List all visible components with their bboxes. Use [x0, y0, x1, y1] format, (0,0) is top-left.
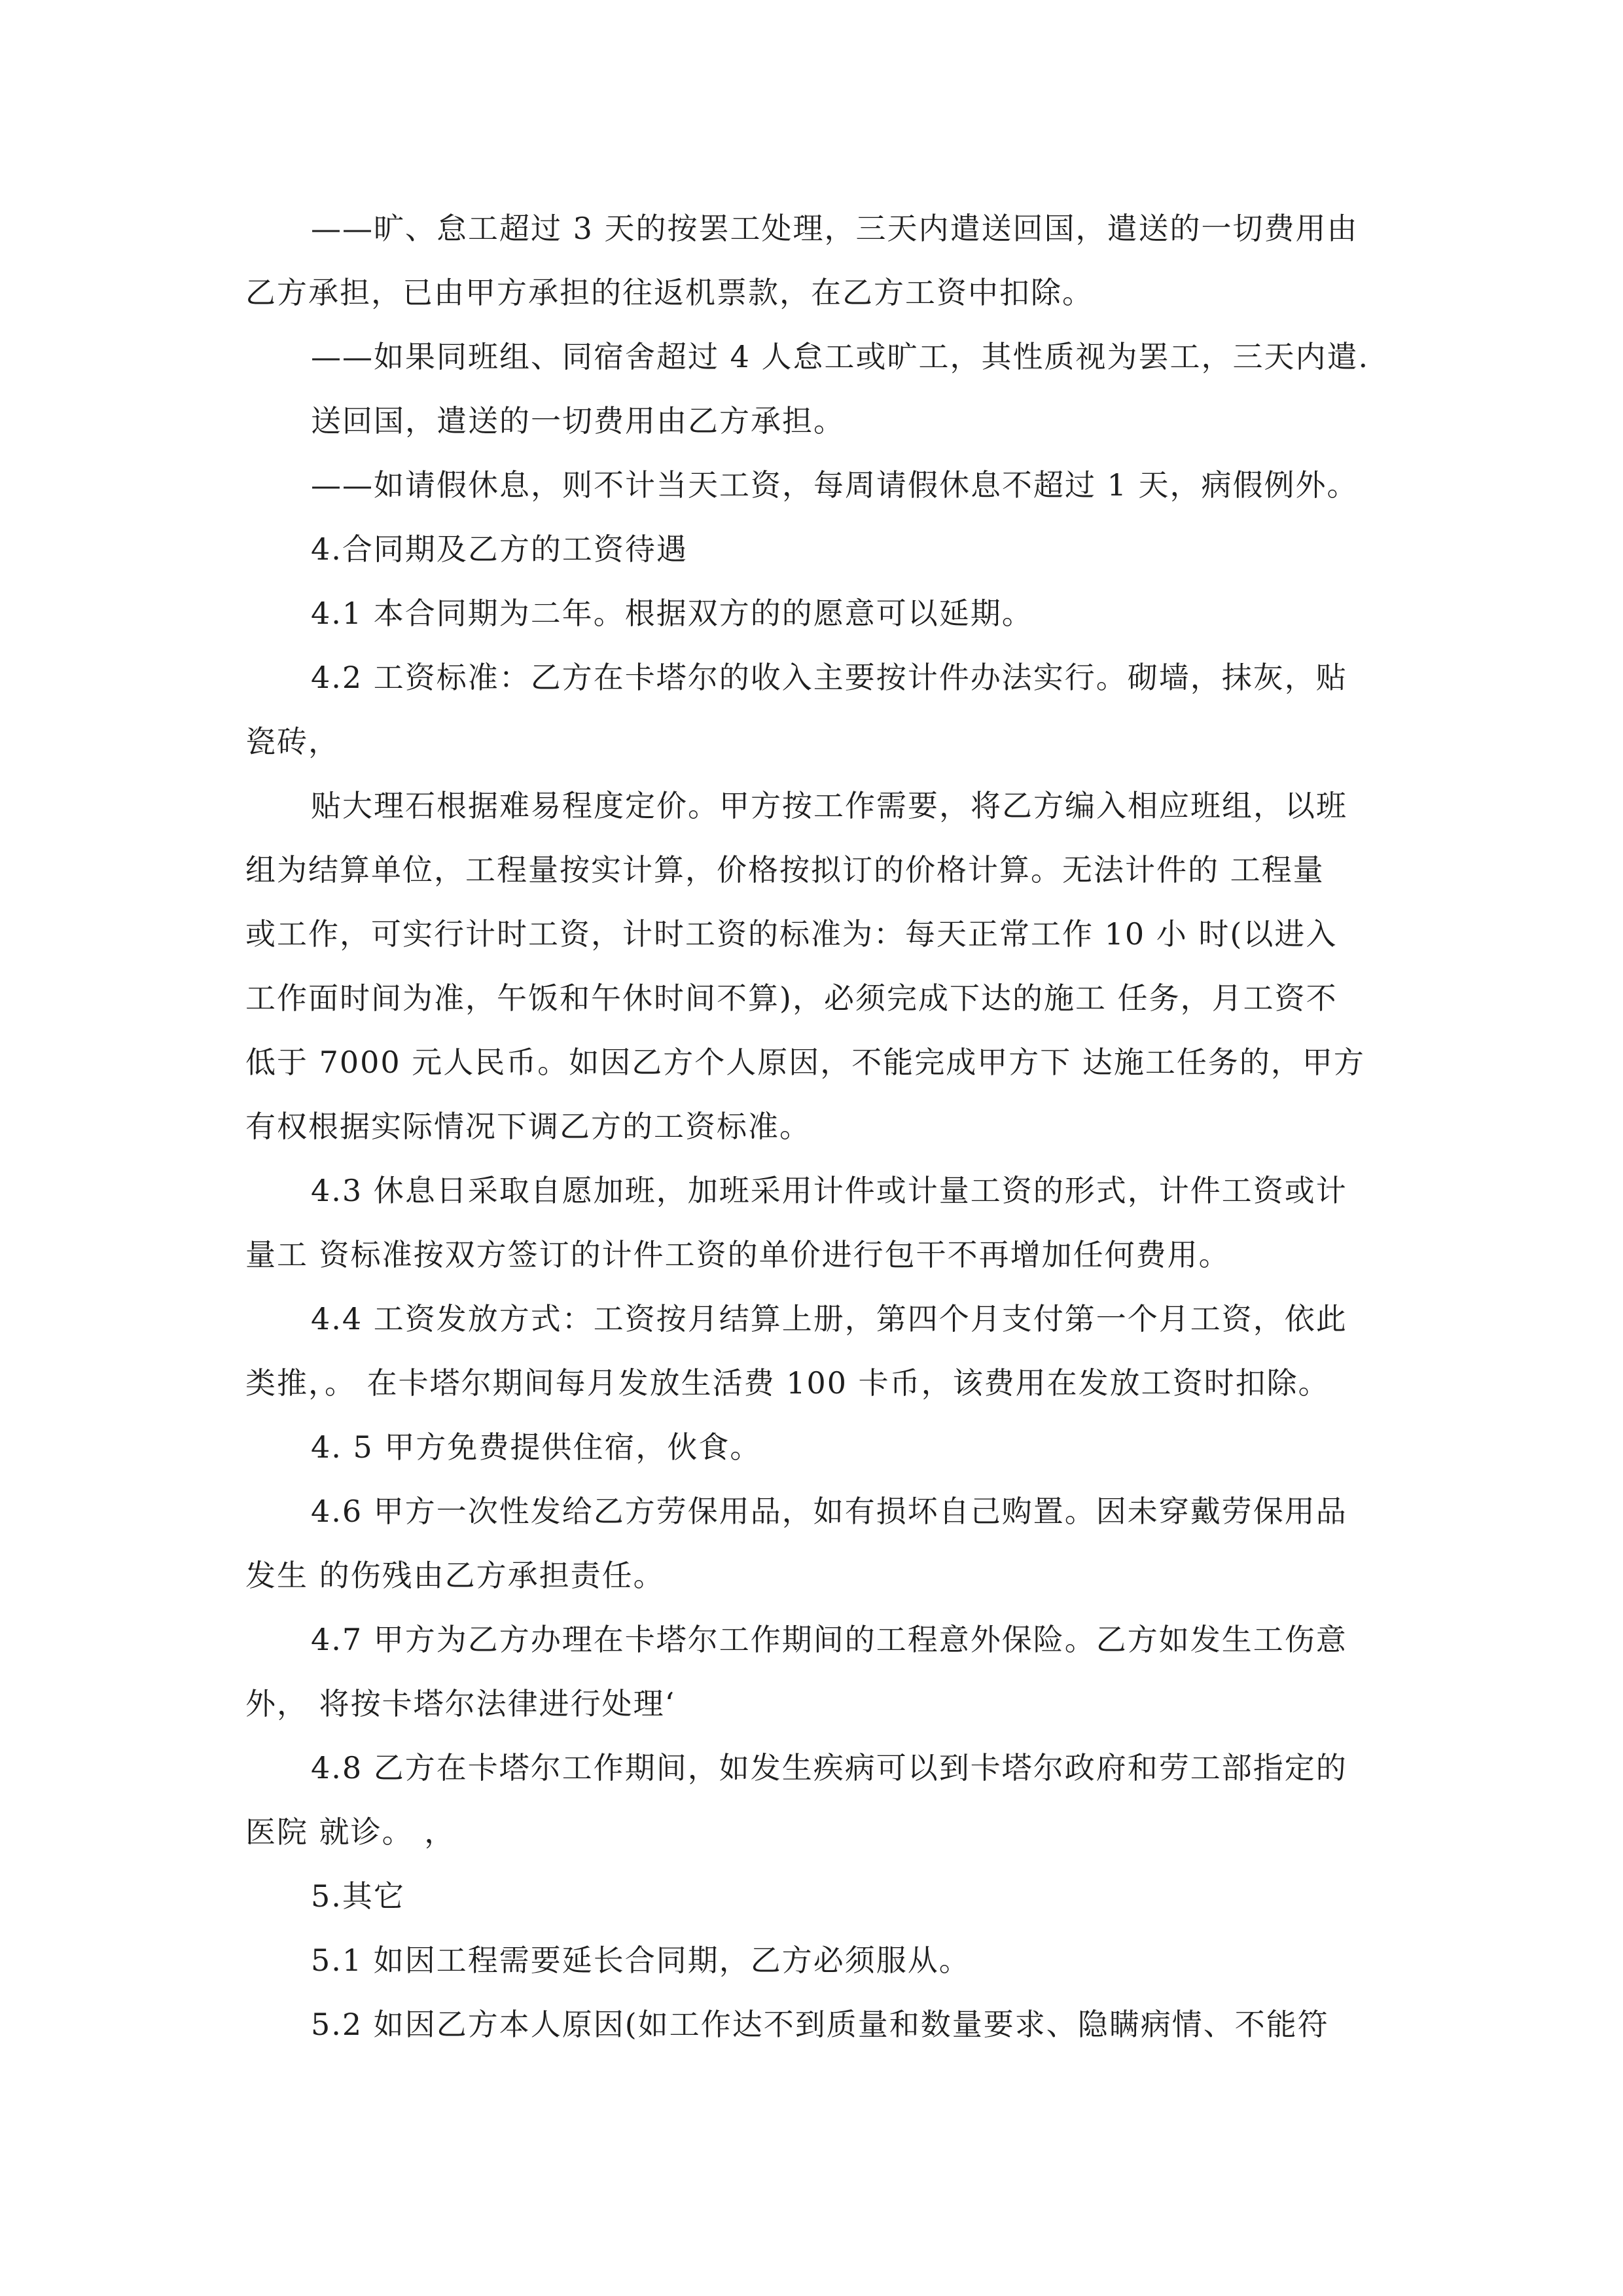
section-heading: 4.合同期及乙方的工资待遇 — [311, 531, 688, 567]
text-line: 4.3 休息日采取自愿加班，加班采用计件或计量工资的形式，计件工资或计 — [311, 1173, 1347, 1208]
text-line: 工作面时间为准，午饭和午休时间不算)，必须完成下达的施工 任务，月工资不 — [245, 980, 1338, 1016]
text-line: 类推，。 在卡塔尔期间每月发放生活费 100 卡币，该费用在发放工资时扣除。 — [245, 1365, 1330, 1401]
text-line: 4. 5 甲方免费提供住宿，伙食。 — [311, 1429, 762, 1465]
text-line: ——如请假休息，则不计当天工资，每周请假休息不超过 1 天，病假例外。 — [311, 467, 1359, 503]
text-line: ——旷、怠工超过 3 天的按罢工处理，三天内遣送回国，遣送的一切费用由 — [311, 211, 1359, 246]
contract-text — [245, 196, 1381, 2056]
text-line: 4.2 工资标准：乙方在卡塔尔的收入主要按计件办法实行。砌墙，抹灰，贴 — [311, 660, 1347, 695]
text-line: 4.1 本合同期为二年。根据双方的的愿意可以延期。 — [311, 596, 1033, 631]
text-line: 乙方承担，已由甲方承担的往返机票款，在乙方工资中扣除。 — [245, 275, 1094, 310]
text-line: 贴大理石根据难易程度定价。甲方按工作需要，将乙方编入相应班组，以班 — [311, 788, 1347, 823]
section-heading: 5.其它 — [311, 1878, 405, 1914]
text-line: 4.6 甲方一次性发给乙方劳保用品，如有损坏自己购置。因未穿戴劳保用品 — [311, 1494, 1347, 1529]
text-line: ——如果同班组、同宿舍超过 4 人怠工或旷工，其性质视为罢工，三天内遣. — [311, 339, 1370, 374]
text-line: 送回国，遣送的一切费用由乙方承担。 — [311, 403, 845, 439]
text-line: 4.4 工资发放方式：工资按月结算上册，第四个月支付第一个月工资，依此 — [311, 1301, 1347, 1336]
text-line: 或工作，可实行计时工资，计时工资的标准为：每天正常工作 10 小 时(以进入 — [245, 916, 1338, 952]
text-line: 发生 的伤残由乙方承担责任。 — [245, 1558, 665, 1593]
text-line: 5.2 如因乙方本人原因(如工作达不到质量和数量要求、隐瞒病情、不能符 — [311, 2007, 1329, 2042]
document-page — [245, 196, 1381, 2056]
text-line: 组为结算单位，工程量按实计算，价格按拟订的价格计算。无法计件的 工程量 — [245, 852, 1325, 888]
text-line: 外， 将按卡塔尔法律进行处理‘ — [245, 1686, 676, 1721]
text-line: 量工 资标准按双方签订的计件工资的单价进行包干不再增加任何费用。 — [245, 1237, 1230, 1272]
text-line: 有权根据实际情况下调乙方的工资标准。 — [245, 1109, 811, 1144]
text-line: 4.8 乙方在卡塔尔工作期间，如发生疾病可以到卡塔尔政府和劳工部指定的 — [311, 1750, 1347, 1785]
text-line: 医院 就诊。 ， — [245, 1814, 456, 1850]
text-line: 瓷砖， — [245, 724, 340, 759]
text-line: 低于 7000 元人民币。如因乙方个人原因，不能完成甲方下 达施工任务的，甲方 — [245, 1045, 1365, 1080]
text-line: 5.1 如因工程需要延长合同期，乙方必须服从。 — [311, 1943, 971, 1978]
text-line: 4.7 甲方为乙方办理在卡塔尔工作期间的工程意外保险。乙方如发生工伤意 — [311, 1622, 1347, 1657]
